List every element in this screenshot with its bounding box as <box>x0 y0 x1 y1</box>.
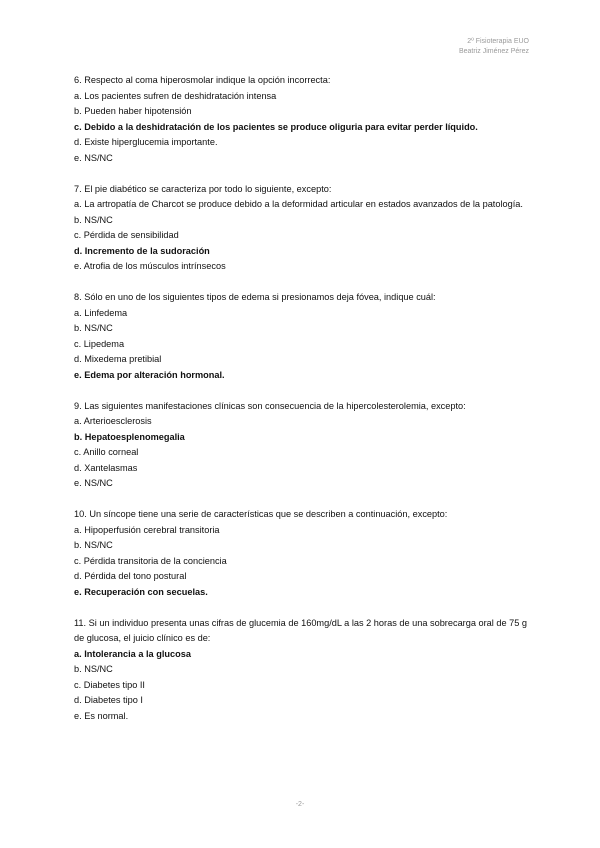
option-d: d. Mixedema pretibial <box>74 354 162 364</box>
option-a: a. Hipoperfusión cerebral transitoria <box>74 524 220 535</box>
option-b: b. Pueden haber hipotensión <box>74 106 192 116</box>
question-9 <box>74 399 530 492</box>
option-b: b. NS/NC <box>74 214 113 225</box>
option-b: b. NS/NC <box>74 323 113 333</box>
option-d: d. Incremento de la sudoración <box>74 245 210 256</box>
option-d: d. Existe hiperglucemia importante. <box>74 137 218 147</box>
option-e: e. Edema por alteración hormonal. <box>74 369 225 380</box>
question-10 <box>74 507 530 600</box>
option-c: c. Pérdida de sensibilidad <box>74 230 179 240</box>
option-e: e. Atrofia de los músculos intrínsecos <box>74 261 226 271</box>
option-a: a. Arterioesclerosis <box>74 416 152 426</box>
option-c: c. Debido a la deshidratación de los pacientes se produce oliguria para evitar perder líquido. <box>74 121 478 132</box>
question-stem: 11. Si un individuo presenta unas cifras de glucemia de 160mg/dL a las 2 horas de una sobrecarga oral de 75 g de glucosa, el juicio clínico es de: <box>74 617 528 643</box>
option-a: a. La artropatía de Charcot se produce debido a la deformidad articular en estados avanzados de la patología. <box>74 199 523 209</box>
option-a: a. Los pacientes sufren de deshidratación intensa <box>74 90 277 101</box>
question-7 <box>74 182 530 275</box>
question-stem: 6. Respecto al coma hiperosmolar indique la opción incorrecta: <box>74 75 331 85</box>
option-c: c. Lipedema <box>74 338 125 349</box>
header-course: 2º Fisioterapia EUO <box>467 38 529 45</box>
question-8 <box>74 290 530 383</box>
question-stem: 10. Un síncope tiene una serie de características que se describen a continuación, excepto: <box>74 509 448 519</box>
option-b: b. Hepatoesplenomegalia <box>74 431 185 442</box>
option-e: e. NS/NC <box>74 152 113 163</box>
page-header <box>459 37 529 57</box>
option-d: d. Diabetes tipo I <box>74 695 143 705</box>
question-11 <box>74 616 530 725</box>
option-c: c. Anillo corneal <box>74 447 139 457</box>
option-d: d. Pérdida del tono postural <box>74 571 187 581</box>
question-stem: 8. Sólo en uno de los siguientes tipos de edema si presionamos deja fóvea, indique cuál: <box>74 292 436 302</box>
option-e: e. Es normal. <box>74 710 129 721</box>
option-b: b. NS/NC <box>74 664 113 674</box>
option-a: a. Linfedema <box>74 307 128 318</box>
page-number: -2- <box>295 801 305 808</box>
option-c: c. Diabetes tipo II <box>74 679 145 690</box>
option-e: e. Recuperación con secuelas. <box>74 586 208 597</box>
option-b: b. NS/NC <box>74 540 113 550</box>
question-6 <box>74 73 530 166</box>
header-author: Beatriz Jiménez Pérez <box>458 48 529 55</box>
question-stem: 9. Las siguientes manifestaciones clínicas son consecuencia de la hipercolesterolemia, excepto: <box>74 400 466 411</box>
option-a: a. Intolerancia a la glucosa <box>74 648 191 659</box>
question-list <box>74 73 530 740</box>
option-c: c. Pérdida transitoria de la conciencia <box>74 555 227 566</box>
option-d: d. Xantelasmas <box>74 462 138 473</box>
option-e: e. NS/NC <box>74 478 113 488</box>
question-stem: 7. El pie diabético se caracteriza por todo lo siguiente, excepto: <box>74 183 332 194</box>
